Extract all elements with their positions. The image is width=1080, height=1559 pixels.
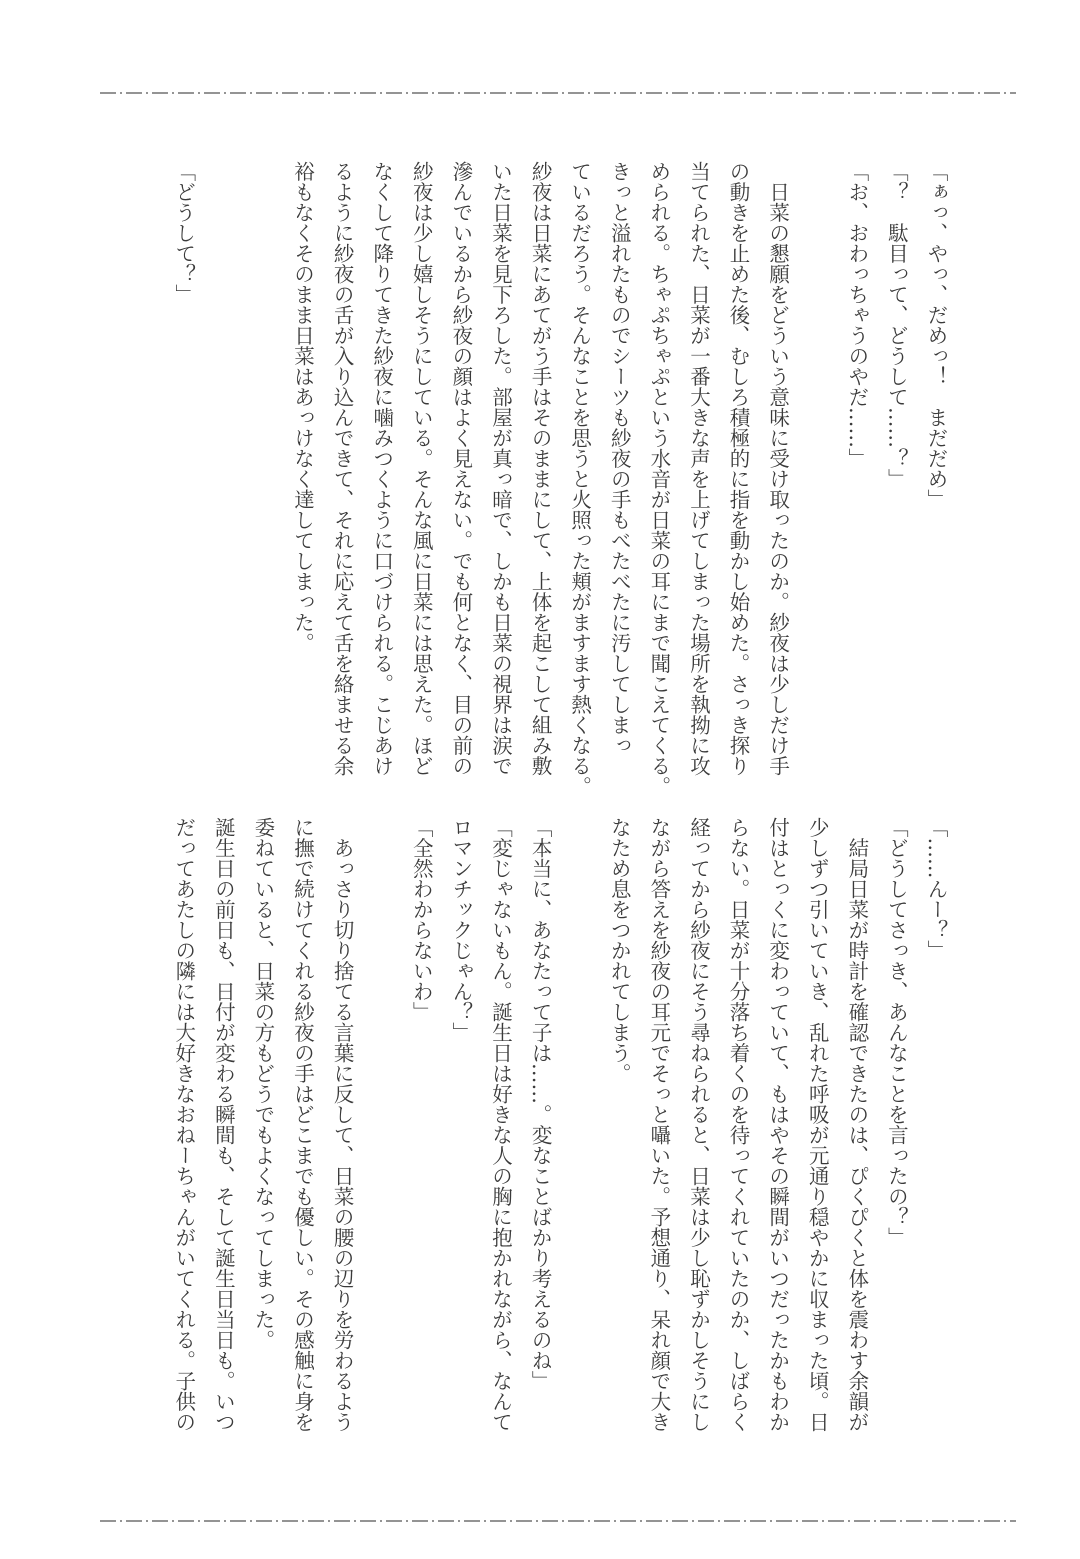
text-column: ロマンチックじゃん？」	[448, 817, 473, 1043]
text-column: 少しずつ引いていき、乱れた呼吸が元通り穏やかに収まった頃。日	[805, 817, 830, 1432]
text-column: 「本当に、あなたって子は……。変なことばかり考えるのね」	[528, 817, 553, 1391]
text-column: なくして降りてきた紗夜に噛みつくように口づけられる。こじあけ	[369, 161, 394, 776]
text-column: 委ねていると、日菜の方もどうでもよくなってしまった。	[250, 817, 275, 1350]
text-column: 「ぁっ、やっ、だめっ！ まだだめ」	[924, 161, 948, 510]
text-column: 誕生日の前日も、日付が変わる瞬間も、そして誕生日当日も。いつ	[211, 817, 236, 1432]
text-column: 「全然わからないわ」	[409, 817, 434, 1022]
text-block-bottom	[163, 817, 955, 1432]
text-column: 「変じゃないもん。誕生日は好きな人の胸に抱かれながら、なんて	[488, 817, 513, 1432]
text-column	[203, 161, 243, 797]
top-dash-dot-rule	[100, 91, 1016, 95]
text-column: だってあたしの隣には大好きなおねーちゃんがいてくれる。子供の	[171, 817, 196, 1432]
text-column: められる。ちゃぷちゃぷという水音が日菜の耳にまで聞こえてくる。	[646, 161, 671, 797]
text-column: 紗夜は日菜にあてがう手はそのままにして、上体を起こして組み敷	[528, 161, 553, 776]
text-column: ながら答えを紗夜の耳元でそっと囁いた。予想通り、呆れ顔で大き	[646, 817, 671, 1432]
text-column: 「……んー？」	[924, 817, 948, 961]
text-column: 結局日菜が時計を確認できたのは、ぴくぴくと体を震わす余韻が	[844, 817, 869, 1432]
text-column: るように紗夜の舌が入り込んできて、それに応えて舌を絡ませる余	[330, 161, 355, 776]
text-column: 滲んでいるから紗夜の顔はよく見えない。でも何となく、目の前の	[448, 161, 473, 776]
text-column: 日菜の懇願をどういう意味に受け取ったのか。紗夜は少しだけ手	[765, 161, 790, 776]
text-column: あっさり切り捨てる言葉に反して、日菜の腰の辺りを労わるよう	[330, 817, 355, 1432]
text-column: 当てられた、日菜が一番大きな声を上げてしまった場所を執拗に攻	[686, 161, 711, 776]
text-column: らない。日菜が十分落ち着くのを待ってくれていたのか、しばらく	[726, 817, 751, 1432]
text-block-top	[163, 161, 955, 797]
text-column: 「どうして？」	[171, 161, 196, 305]
text-column: の動きを止めた後、むしろ積極的に指を動かし始めた。さっき探り	[726, 161, 751, 776]
text-column: 「？ 駄目って、どうして……？」	[884, 161, 909, 489]
text-column: 「どうしてさっき、あんなことを言ったの？」	[884, 817, 909, 1248]
text-column: 「お、おわっちゃうのやだ……」	[844, 161, 869, 469]
text-column: 経ってから紗夜にそう尋ねられると、日菜は少し恥ずかしそうにし	[686, 817, 711, 1432]
bottom-dash-dot-rule	[100, 1519, 1016, 1523]
text-column: に撫で続けてくれる紗夜の手はどこまでも優しい。その感触に身を	[290, 817, 315, 1432]
text-column: きっと溢れたものでシーツも紗夜の手もべたべたに汚してしまっ	[607, 161, 632, 756]
text-column: 付はとっくに変わっていて、もはやその瞬間がいつだったかもわか	[765, 817, 790, 1432]
text-column	[361, 817, 401, 1432]
text-column	[242, 161, 282, 797]
text-column	[797, 161, 837, 797]
text-column	[559, 817, 599, 1432]
text-column: なため息をつかれてしまう。	[607, 817, 632, 1084]
text-column: 紗夜は少し嬉しそうにしている。そんな風に日菜には思えた。ほど	[409, 161, 434, 776]
text-column: ているだろう。そんなことを思うと火照った頬がますます熱くなる。	[567, 161, 592, 797]
text-column: いた日菜を見下ろした。部屋が真っ暗で、しかも日菜の視界は涙で	[488, 161, 513, 776]
text-column: 裕もなくそのまま日菜はあっけなく達してしまった。	[290, 161, 315, 653]
